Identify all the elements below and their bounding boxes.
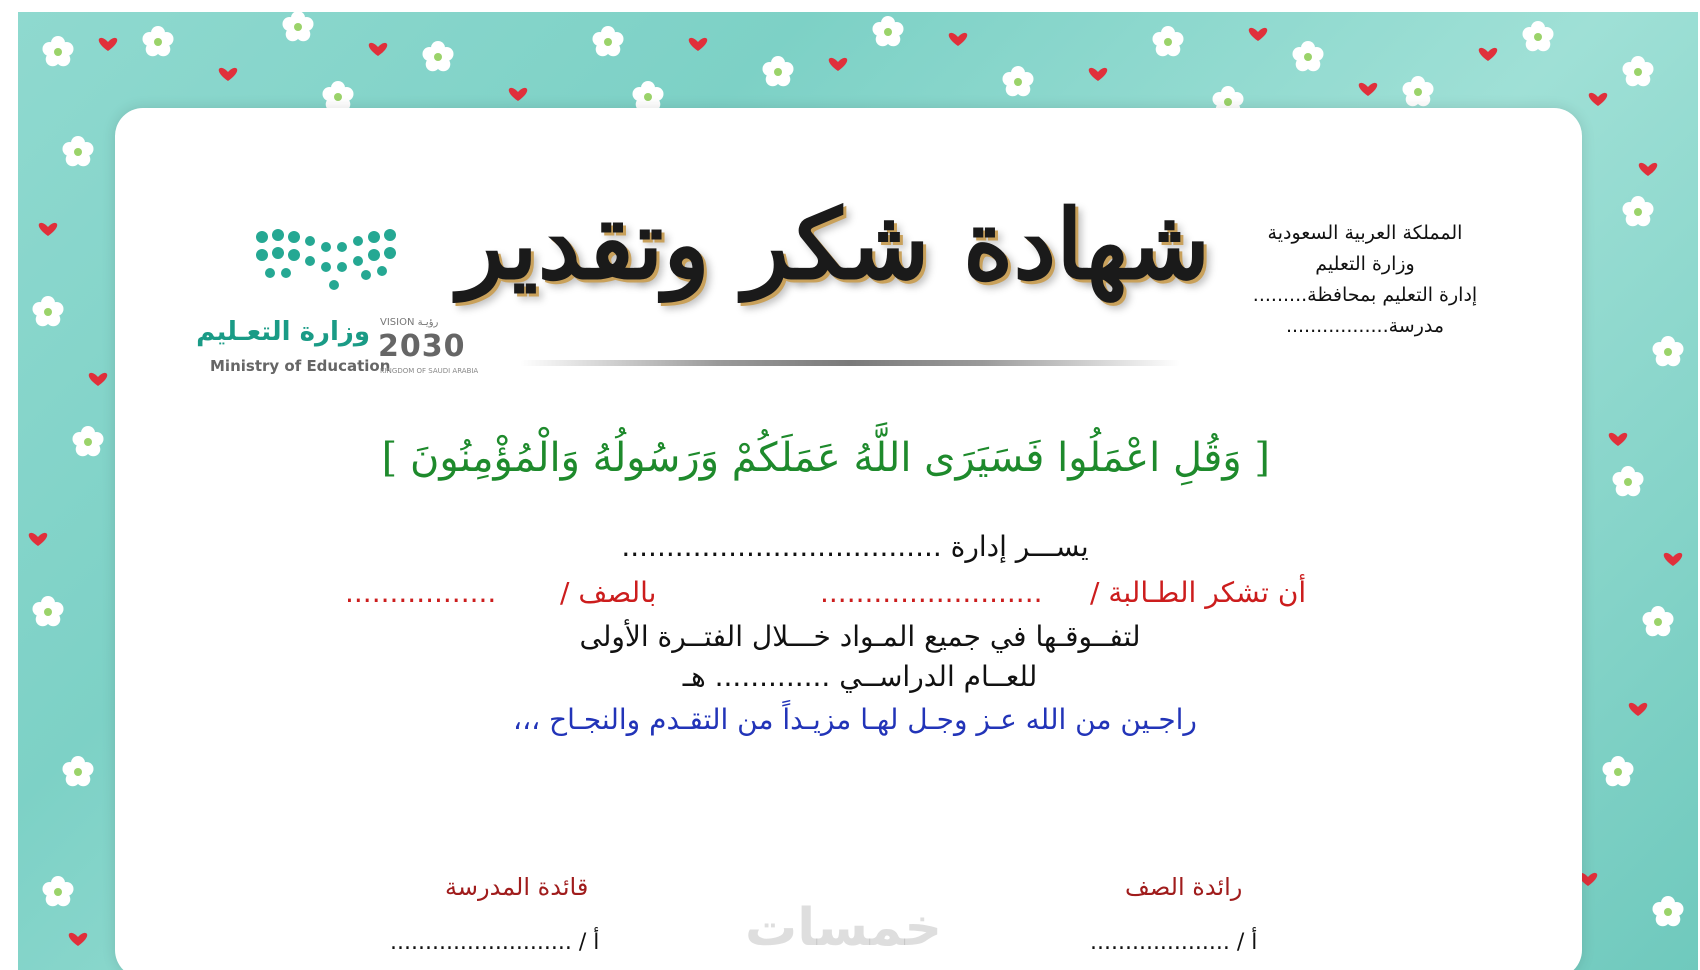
ministry-logo-icon: [250, 225, 410, 305]
closing-wish-line: راجـين من الله عـز وجـل لهـا مزيـداً من التقـدم والنجـاح ،،،: [513, 703, 1197, 736]
intro-line: يســـر إدارة ....................................: [621, 530, 1089, 563]
quran-verse: [ وَقُلِ اعْمَلُوا فَسَيَرَى اللَّهُ عَمَلَكُمْ وَرَسُولُهُ وَالْمُؤْمِنُونَ ]: [381, 435, 1270, 481]
header-ministry: وزارة التعليم: [1315, 253, 1415, 275]
header-school: مدرسة.................: [1285, 315, 1445, 337]
class-leader-signature-line: أ / ....................: [1090, 930, 1258, 955]
title-underline: [520, 360, 1180, 366]
watermark: خمسات: [745, 898, 943, 958]
title-text: شهادة شكر وتقدير: [458, 188, 1210, 301]
academic-year-line: للعــام الدراســي ............. هـ: [682, 660, 1038, 693]
achievement-line: لتفــوقـها في جميع المـواد خـــلال الفتــرة الأولى: [579, 620, 1141, 653]
school-leader-signature-line: أ / ..........................: [390, 930, 600, 955]
vision-subtitle: KINGDOM OF SAUDI ARABIA: [380, 367, 479, 375]
header-info: [1240, 218, 1490, 342]
school-leader-title: قائدة المدرسة: [445, 873, 589, 901]
ministry-logo-english: Ministry of Education: [210, 357, 391, 375]
vision-year: 2030: [378, 329, 466, 364]
header-country: المملكة العربية السعودية: [1267, 222, 1463, 244]
class-placeholder: .................: [345, 576, 497, 609]
ministry-logo-arabic: وزارة التعـليم: [196, 317, 370, 347]
student-label: أن تشكر الطـالبة /: [1090, 576, 1307, 609]
certificate-title: [458, 150, 1210, 370]
class-leader-title: رائدة الصف: [1125, 873, 1243, 901]
vision-label: VISION رؤيـة: [380, 317, 439, 328]
class-label: بالصف /: [560, 576, 657, 609]
header-directorate: إدارة التعليم بمحافظة.........: [1252, 284, 1478, 306]
student-name-placeholder: .........................: [820, 576, 1043, 609]
ministry-logo: [196, 225, 479, 385]
